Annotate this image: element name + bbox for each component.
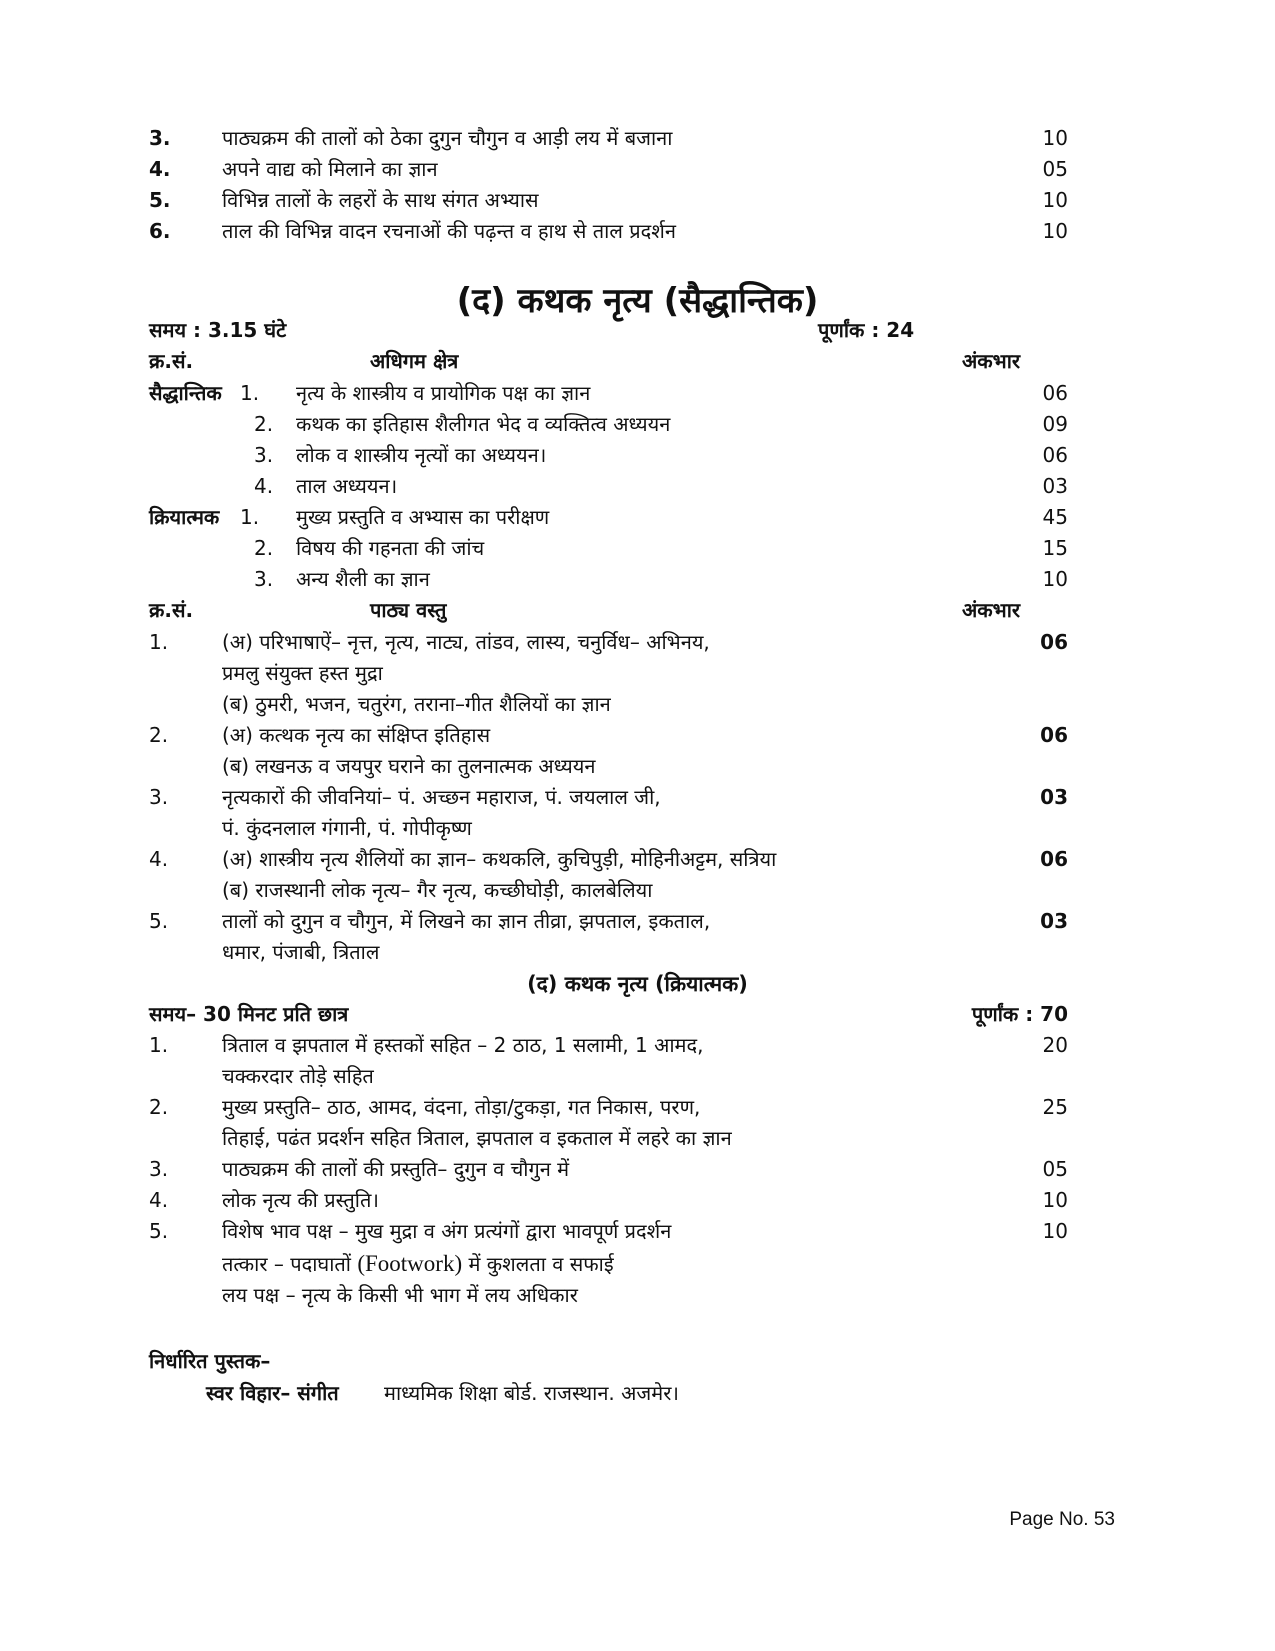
item-marks: 05 [1042, 157, 1068, 181]
item-marks: 10 [1042, 1188, 1068, 1212]
item-text: ताल की विभिन्न वादन रचनाओं की पढ़न्त व हाथ से ताल प्रदर्शन [222, 219, 676, 243]
item-marks: 45 [1042, 505, 1068, 529]
item-marks: 03 [1042, 474, 1068, 498]
item-text: नृत्यकारों की जीवनियां– पं. अच्छन महाराज, पं. जयलाल जी, [222, 785, 661, 809]
item-text: पं. कुंदनलाल गंगानी, पं. गोपीकृष्ण [222, 816, 472, 840]
item-text: अपने वाद्य को मिलाने का ज्ञान [222, 157, 438, 181]
table-row-cont [0, 874, 1275, 906]
item-marks: 15 [1042, 536, 1068, 560]
group-label: क्रियात्मक [149, 505, 220, 529]
books-label-row [0, 1345, 1275, 1377]
item-number: 5. [149, 188, 171, 212]
item-text: नृत्य के शास्त्रीय व प्रायोगिक पक्ष का ज्ञान [296, 381, 591, 405]
item-text: (अ) परिभाषाऐं– नृत्त, नृत्य, नाट्य, तांडव, लास्य, चनुर्विध– अभिनय, [222, 630, 710, 654]
table-row [0, 1153, 1275, 1185]
list-item [0, 215, 1275, 247]
table-row-cont [0, 1060, 1275, 1092]
col-content: पाठ्य वस्तु [370, 598, 447, 622]
book-entry [0, 1377, 1275, 1409]
max-marks: पूर्णांक : 24 [818, 318, 915, 342]
extra-text-a: तत्कार – पदाघातों [222, 1252, 358, 1276]
item-text: मुख्य प्रस्तुति व अभ्यास का परीक्षण [296, 505, 550, 529]
book-publisher: माध्यमिक शिक्षा बोर्ड. राजस्थान. अजमेर। [384, 1381, 679, 1405]
item-marks: 10 [1042, 219, 1068, 243]
item-number: 4. [254, 474, 274, 498]
item-number: 6. [149, 219, 171, 243]
extra-text-footwork: (Footwork) [357, 1251, 463, 1276]
item-number: 5. [149, 909, 169, 933]
books-label: निर्धारित पुस्तक– [149, 1349, 271, 1373]
item-marks: 06 [1040, 723, 1068, 747]
item-text: विभिन्न तालों के लहरों के साथ संगत अभ्यास [222, 188, 539, 212]
item-marks: 20 [1042, 1033, 1068, 1057]
meta-row [0, 314, 1275, 346]
item-number: 2. [254, 412, 274, 436]
col-number: क्र.सं. [149, 598, 194, 622]
item-marks: 06 [1040, 630, 1068, 654]
group-label: सैद्धान्तिक [149, 381, 222, 405]
item-number: 1. [240, 505, 260, 529]
item-number: 3. [254, 567, 274, 591]
table-row [0, 377, 1275, 409]
item-marks: 06 [1040, 847, 1068, 871]
col-marks: अंकभार [962, 598, 1021, 622]
section-heading-practical: (द) कथक नृत्य (क्रियात्मक) [527, 972, 748, 996]
table-row [0, 408, 1275, 440]
col-area: अधिगम क्षेत्र [370, 349, 459, 373]
item-text: ताल अध्ययन। [296, 474, 398, 498]
item-number: 2. [149, 723, 169, 747]
table-row [0, 1091, 1275, 1123]
item-marks: 10 [1042, 1219, 1068, 1243]
list-item [0, 122, 1275, 154]
item-text: पाठ्यक्रम की तालों की प्रस्तुति– दुगुन व चौगुन में [222, 1157, 570, 1181]
item-marks: 10 [1042, 126, 1068, 150]
item-text: (अ) शास्त्रीय नृत्य शैलियों का ज्ञान– कथकलि, कुचिपुड़ी, मोहिनीअट्टम, सत्रिया [222, 847, 777, 871]
section-heading-theory: (द) कथक नृत्य (सैद्धान्तिक) [456, 281, 819, 321]
item-text: (अ) कत्थक नृत्य का संक्षिप्त इतिहास [222, 723, 491, 747]
table-row [0, 626, 1275, 658]
item-text: तिहाई, पढंत प्रदर्शन सहित त्रिताल, झपताल व इकताल में लहरे का ज्ञान [222, 1126, 732, 1150]
item-marks: 10 [1042, 567, 1068, 591]
list-item [0, 184, 1275, 216]
table-row-cont [0, 812, 1275, 844]
time-label: समय : 3.15 घंटे [149, 318, 287, 342]
item-text: मुख्य प्रस्तुति– ठाठ, आमद, वंदना, तोड़ा/टुकड़ा, गत निकास, परण, [222, 1095, 701, 1119]
item-text: (ब) ठुमरी, भजन, चतुरंग, तराना–गीत शैलियों का ज्ञान [222, 692, 611, 716]
item-number: 2. [149, 1095, 169, 1119]
item-text: (ब) राजस्थानी लोक नृत्य– गैर नृत्य, कच्छीघोड़ी, कालबेलिया [222, 878, 653, 902]
item-marks: 10 [1042, 188, 1068, 212]
table-row [0, 501, 1275, 533]
item-marks: 25 [1042, 1095, 1068, 1119]
table-row-cont [0, 1279, 1275, 1311]
item-text: कथक का इतिहास शैलीगत भेद व व्यक्तित्व अध्ययन [296, 412, 671, 436]
item-text: विषय की गहनता की जांच [296, 536, 485, 560]
item-number: 2. [254, 536, 274, 560]
item-marks: 03 [1040, 785, 1068, 809]
table-row-cont [0, 1248, 1275, 1280]
item-number: 4. [149, 1188, 169, 1212]
book-title: स्वर विहार– संगीत [206, 1381, 339, 1405]
table-row-cont [0, 750, 1275, 782]
table-header [0, 594, 1275, 626]
item-number: 3. [149, 785, 169, 809]
max-marks: पूर्णांक : 70 [971, 1002, 1068, 1026]
time-label: समय– 30 मिनट प्रति छात्र [149, 1002, 349, 1026]
item-text: प्रमलु संयुक्त हस्त मुद्रा [222, 661, 383, 685]
item-text: अन्य शैली का ज्ञान [296, 567, 430, 591]
table-row-cont [0, 657, 1275, 689]
table-row [0, 843, 1275, 875]
table-row-cont [0, 936, 1275, 968]
col-marks: अंकभार [962, 349, 1021, 373]
item-marks: 06 [1042, 443, 1068, 467]
list-item [0, 153, 1275, 185]
table-row [0, 781, 1275, 813]
table-row [0, 1215, 1275, 1247]
item-number: 5. [149, 1219, 169, 1243]
item-marks: 09 [1042, 412, 1068, 436]
item-text: त्रिताल व झपताल में हस्तकों सहित – 2 ठाठ, 1 सलामी, 1 आमद, [222, 1033, 704, 1057]
table-row [0, 905, 1275, 937]
table-row [0, 470, 1275, 502]
item-text: धमार, पंजाबी, त्रिताल [222, 940, 380, 964]
item-text: पाठ्यक्रम की तालों को ठेका दुगुन चौगुन व आड़ी लय में बजाना [222, 126, 673, 150]
table-row [0, 563, 1275, 595]
item-number: 1. [149, 1033, 169, 1057]
item-number: 4. [149, 847, 169, 871]
table-row-cont [0, 688, 1275, 720]
item-marks: 03 [1040, 909, 1068, 933]
col-number: क्र.सं. [149, 349, 194, 373]
meta-row [0, 998, 1275, 1030]
item-number: 3. [149, 1157, 169, 1181]
item-text: विशेष भाव पक्ष – मुख मुद्रा व अंग प्रत्यंगों द्वारा भावपूर्ण प्रदर्शन [222, 1219, 672, 1243]
item-text: (ब) लखनऊ व जयपुर घराने का तुलनात्मक अध्ययन [222, 754, 596, 778]
item-text: लोक नृत्य की प्रस्तुति। [222, 1188, 379, 1212]
item-number: 1. [240, 381, 260, 405]
table-row-cont [0, 1122, 1275, 1154]
extra-text-c: में कुशलता व सफाई [462, 1252, 614, 1276]
table-row [0, 1029, 1275, 1061]
item-text [222, 1248, 614, 1280]
table-row [0, 1184, 1275, 1216]
item-number: 3. [149, 126, 171, 150]
table-row [0, 439, 1275, 471]
item-number: 4. [149, 157, 171, 181]
table-header [0, 345, 1275, 377]
item-text: लोक व शास्त्रीय नृत्यों का अध्ययन। [296, 443, 547, 467]
item-text: चक्करदार तोड़े सहित [222, 1064, 374, 1088]
item-marks: 06 [1042, 381, 1068, 405]
item-number: 1. [149, 630, 169, 654]
item-number: 3. [254, 443, 274, 467]
item-text: लय पक्ष – नृत्य के किसी भी भाग में लय अधिकार [222, 1283, 578, 1307]
page-number: Page No. 53 [1009, 1509, 1115, 1530]
item-marks: 05 [1042, 1157, 1068, 1181]
table-row [0, 532, 1275, 564]
table-row [0, 719, 1275, 751]
item-text: तालों को दुगुन व चौगुन, में लिखने का ज्ञान तीव्रा, झपताल, इकताल, [222, 909, 711, 933]
